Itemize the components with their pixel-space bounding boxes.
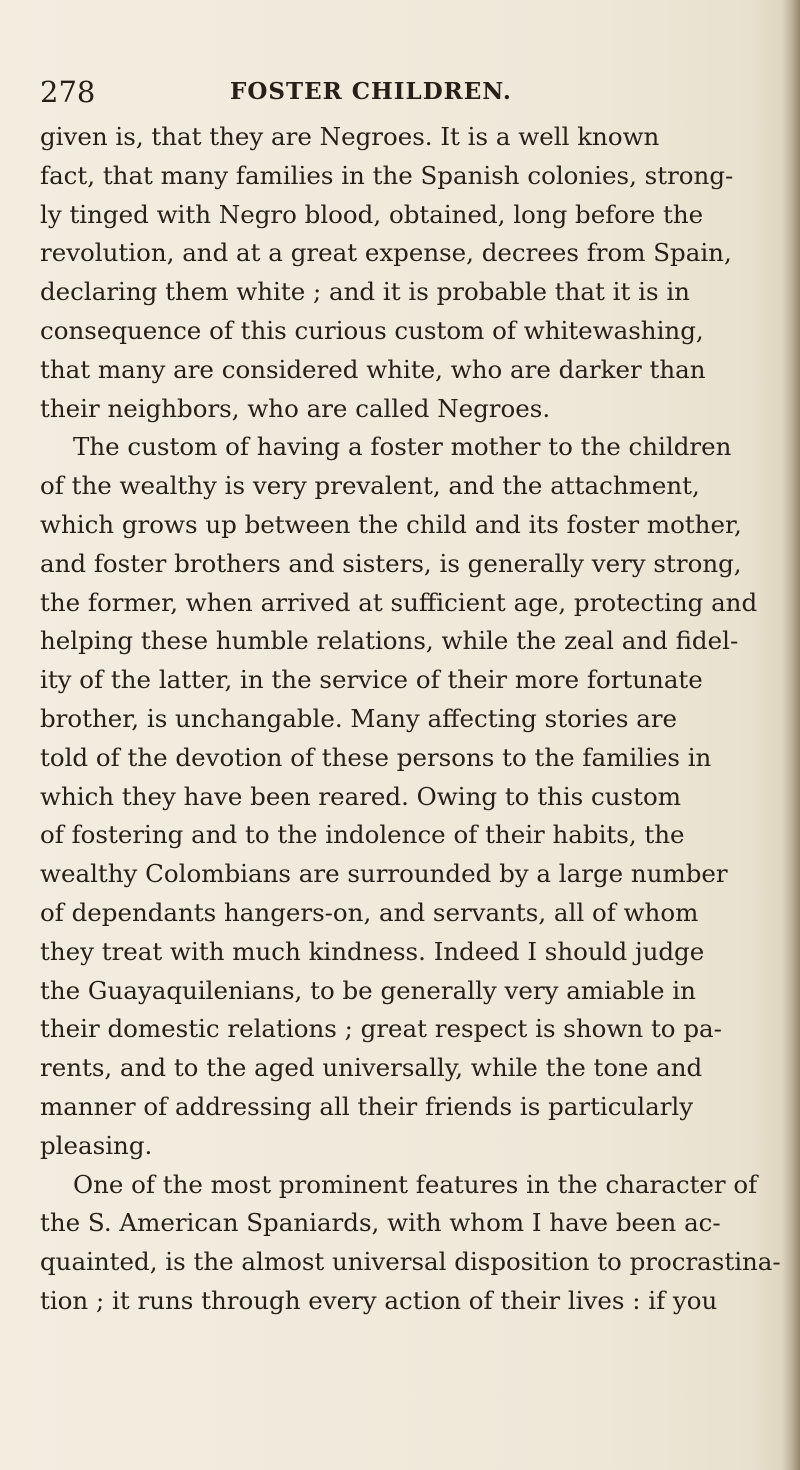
text-line: of fostering and to the indolence of their habits, the [40,820,685,850]
text-line: wealthy Colombians are surrounded by a large number [40,859,728,889]
text-line: revolution, and at a great expense, decrees from Spain, [40,238,732,268]
text-line: of dependants hangers-on, and servants, all of whom [40,897,699,927]
text-line: their domestic relations ; great respect is shown to pa- [40,1014,722,1044]
text-line: they treat with much kindness. Indeed I should judge [40,936,705,966]
text-line: declaring them white ; and it is probable that it is in [40,277,690,307]
text-line: fact, that many families in the Spanish colonies, strong- [40,160,734,190]
text-line: and foster brothers and sisters, is generally very strong, [40,548,742,578]
page-header [40,72,760,112]
text-line: which they have been reared. Owing to this custom [40,781,681,811]
text-line: ity of the latter, in the service of their more fortunate [40,665,703,695]
text-line: manner of addressing all their friends is particularly [40,1091,694,1121]
text-line: brother, is unchangable. Many affecting stories are [40,703,678,733]
text-line: the Guayaquilenians, to be generally very amiable in [40,975,696,1005]
text-line: helping these humble relations, while the zeal and fidel- [40,626,739,656]
text-line: quainted, is the almost universal disposition to procrastina- [40,1247,781,1277]
text-line: ly tinged with Negro blood, obtained, long before the [40,199,704,229]
text-line: rents, and to the aged universally, while the tone and [40,1053,703,1083]
text-line: of the wealthy is very prevalent, and the attachment, [40,471,700,501]
page-edge-shadow [782,0,800,1470]
text-line: consequence of this curious custom of whitewashing, [40,315,704,345]
text-line: told of the devotion of these persons to the families in [40,742,712,772]
text-line: tion ; it runs through every action of their lives : if you [40,1285,718,1315]
running-title: FOSTER CHILDREN. [230,78,512,105]
text-line: given is, that they are Negroes. It is a well known [40,122,660,151]
page-number: 278 [40,75,96,109]
text-line: the former, when arrived at sufficient age, protecting and [40,587,758,617]
text-line: pleasing. [40,1130,153,1160]
text-line: that many are considered white, who are darker than [40,354,706,384]
body-text [40,118,781,1321]
paragraph-start-line: The custom of having a foster mother to the children [73,432,732,462]
text-line: which grows up between the child and its foster mother, [40,509,742,539]
text-line: the S. American Spaniards, with whom I have been ac- [40,1208,721,1238]
paragraph-start-line: One of the most prominent features in the character of [73,1169,758,1199]
text-line: their neighbors, who are called Negroes. [40,393,551,423]
